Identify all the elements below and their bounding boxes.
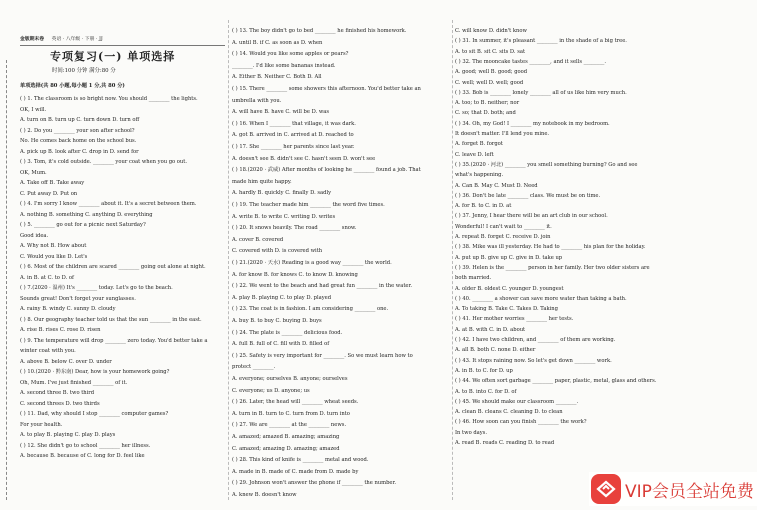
question-stem: ( ) 43. It stops raining now. So let's get down ________ work. bbox=[455, 357, 612, 364]
question-stem: ( ) 13. The boy didn't go to bed ________ he finished his homework. bbox=[232, 28, 407, 34]
question-line: C. Would you like D. Let's bbox=[20, 253, 88, 260]
question-line: Wonderful! I can't wait to ________ it. bbox=[455, 223, 552, 230]
question-line: A. turn in B. turn to C. turn from D. turn into bbox=[232, 410, 350, 417]
question-line: A. turn on B. turn up C. turn down D. turn off bbox=[20, 117, 140, 123]
column-1 bbox=[20, 0, 225, 510]
question-stem: ( ) 18.(2020 · 武威) After months of looking he ________ found a job. That bbox=[232, 167, 421, 174]
question-line: A. write B. to write C. writing D. writes bbox=[232, 213, 336, 220]
question-line: A. Why not B. How about bbox=[20, 243, 87, 249]
question-line: A. second three B. two third bbox=[20, 390, 95, 396]
header-rule bbox=[20, 45, 225, 46]
question-stem: ( ) 6. Most of the children are scared ________ going out alone at night. bbox=[20, 264, 206, 270]
question-line: Good idea. bbox=[20, 232, 49, 239]
question-stem: ( ) 38. Mike was ill yesterday. He had to ________ his plan for the holiday. bbox=[455, 244, 646, 251]
question-line: A. for B. to C. in D. at bbox=[455, 203, 512, 210]
question-line: OK, I will. bbox=[20, 106, 47, 113]
question-line: umbrella with you. bbox=[232, 97, 282, 104]
question-line: A. full B. full of C. fill with D. filled of bbox=[232, 341, 330, 348]
question-line: A. to play B. playing C. play D. plays bbox=[20, 432, 116, 438]
question-stem: ( ) 4. I'm sorry I know ________ about it. It's a secret between them. bbox=[20, 201, 197, 207]
page-header bbox=[20, 37, 103, 43]
question-line: Sounds great! Don't forget your sunglasses. bbox=[20, 295, 136, 302]
page-title: 专项复习(一) 单项选择 bbox=[50, 50, 176, 63]
time-score-line: 时间:100 分钟 满分:80 分 bbox=[52, 68, 116, 74]
binding-line bbox=[6, 60, 7, 500]
question-stem: ( ) 5. ________ go out for a picnic next Saturday? bbox=[20, 222, 146, 228]
question-stem: ( ) 28. This kind of knife is ________ metal and wood. bbox=[232, 457, 369, 464]
question-line: A. forget B. forgot bbox=[455, 141, 503, 148]
question-line: C. so; that D. both; and bbox=[455, 110, 516, 117]
question-line: For your health. bbox=[20, 421, 63, 428]
question-stem: ( ) 24. The plate is ________ delicious food. bbox=[232, 329, 343, 336]
question-stem: ( ) 21.(2020 · 天水) Reading is a good way ________ the world. bbox=[232, 260, 392, 266]
question-line: A. because B. because of C. long for D. feel like bbox=[20, 453, 145, 459]
question-line: A. Either B. Neither C. Both D. All bbox=[232, 74, 322, 81]
brand-label: 金版期末卷 bbox=[20, 36, 44, 42]
question-line: A. doesn't see B. didn't see C. hasn't seen D. won't see bbox=[232, 155, 376, 162]
question-stem: ( ) 33. Bob is ________ lonely ________ all of us like him very much. bbox=[455, 89, 627, 96]
question-line: A. nothing B. something C. anything D. everything bbox=[20, 211, 153, 218]
question-line: A. at B. with C. in D. about bbox=[455, 326, 526, 333]
question-line: A. all B. both C. none D. either bbox=[455, 347, 536, 354]
question-stem: ( ) 8. Our geography teacher told us that the sun ________ in the east. bbox=[20, 316, 202, 323]
section-title: 单项选择(共 80 小题,每小题 1 分,共 80 分) bbox=[20, 83, 125, 89]
question-line: A. repeat B. forget C. receive D. join bbox=[455, 234, 551, 240]
question-line: A. for know B. for knows C. to know D. knowing bbox=[232, 271, 358, 278]
question-stem: ( ) 16. When I ________ that village, it was dark. bbox=[232, 120, 356, 127]
question-stem: ( ) 23. The coat is in fashion. I am considering ________ one. bbox=[232, 306, 389, 313]
question-stem: ( ) 40. ________ a shower can save more water than taking a bath. bbox=[455, 295, 627, 302]
question-line: A. until B. if C. as soon as D. when bbox=[232, 39, 323, 46]
question-stem: ( ) 10.(2020 · 黔东南) Dear, how is your homework going? bbox=[20, 369, 170, 375]
question-stem: ( ) 37. Jenny, I hear there will be an art club in our school. bbox=[455, 213, 608, 220]
question-line: A. in B. at C. to D. of bbox=[20, 274, 74, 281]
question-stem: ( ) 25. Safety is very important for ________. So we must learn how to bbox=[232, 352, 413, 359]
question-line: A. pick up B. look after C. drop in D. send for bbox=[20, 148, 139, 155]
question-line: A. rise B. rises C. rose D. risen bbox=[20, 327, 101, 333]
question-line: A. will have B. have C. will be D. was bbox=[232, 109, 330, 116]
question-stem: ( ) 9. The temperature will drop ________ zero today. You'd better take a bbox=[20, 337, 208, 344]
vip-banner-text: VIP会员全站免费 bbox=[625, 482, 754, 502]
question-line: A. rainy B. windy C. sunny D. cloudy bbox=[20, 306, 116, 312]
question-line: C. second threes D. two thirds bbox=[20, 400, 100, 407]
question-line: C. well; well D. well; good bbox=[455, 79, 524, 86]
question-line: A. too; to B. neither; nor bbox=[455, 100, 520, 107]
question-line: C. leave D. left bbox=[455, 151, 494, 158]
question-line: made him quite happy. bbox=[232, 178, 292, 185]
question-line: A. amazed; amazed B. amazing; amazing bbox=[232, 434, 340, 440]
question-stem: ( ) 39. Helen is the ________ person in her family. Her two older sisters are bbox=[455, 264, 650, 271]
question-stem: ( ) 17. She ________ her parents since last year. bbox=[232, 144, 355, 150]
question-stem: ( ) 36. Don't be late ________ class. We must be on time. bbox=[455, 192, 601, 199]
question-line: A. play B. playing C. to play D. played bbox=[232, 294, 332, 301]
question-line: A. Can B. May C. Must D. Need bbox=[455, 182, 538, 189]
question-line: ________. I'd like some bananas instead. bbox=[232, 62, 336, 69]
question-line: C. amazed; amazing D. amazing; amazed bbox=[232, 445, 340, 452]
question-line: A. hardly B. quickly C. finally D. sadly bbox=[232, 190, 332, 197]
question-line: A. put up B. give up C. give in D. take up bbox=[455, 254, 563, 261]
question-line: No. He comes back home on the school bus. bbox=[20, 138, 137, 144]
question-line: A. To taking B. Take C. Takes D. Taking bbox=[455, 306, 558, 313]
question-stem: ( ) 7.(2020 · 温州) It's ________ today. Let's go to the beach. bbox=[20, 285, 173, 291]
vip-watermark[interactable] bbox=[589, 472, 757, 506]
question-stem: ( ) 14. Would you like some apples or pears? bbox=[232, 51, 349, 58]
question-stem: ( ) 11. Dad, why should I stop ________ computer games? bbox=[20, 411, 169, 417]
question-stem: ( ) 34. Oh, my God! I ________ my notebook in my bedroom. bbox=[455, 120, 610, 127]
question-stem: ( ) 26. Later, the head will ________ wheat seeds. bbox=[232, 399, 359, 406]
question-line: A. to B. into C. for D. of bbox=[455, 388, 517, 395]
question-stem: ( ) 3. Tom, it's cold outside. ________ your coat when you go out. bbox=[20, 159, 187, 165]
question-line: A. to sit B. sit C. sits D. sat bbox=[455, 48, 526, 55]
question-line: A. in B. to C. for D. up bbox=[455, 367, 513, 374]
question-stem: ( ) 12. She didn't go to school ________ her illness. bbox=[20, 442, 151, 449]
question-line: A. read B. reads C. reading D. to read bbox=[455, 440, 555, 446]
question-line: C. will know D. didn't know bbox=[455, 28, 527, 34]
question-stem: ( ) 15. There ________ some showers this afternoon. You'd better take an bbox=[232, 86, 421, 92]
question-line: A. buy B. to buy C. buying D. buys bbox=[232, 318, 322, 324]
question-line: both married. bbox=[455, 275, 492, 282]
question-stem: ( ) 31. In summer, it's pleasant ________ in the shade of a big tree. bbox=[455, 38, 627, 45]
question-stem: ( ) 44. We often sort garbage ________ paper, plastic, metal, glass and others. bbox=[455, 378, 657, 385]
question-stem: ( ) 19. The teacher made him ________ the word five times. bbox=[232, 202, 385, 208]
question-line: A. older B. oldest C. younger D. youngest bbox=[455, 285, 564, 292]
question-line: A. clean B. cleans C. cleaning D. to clean bbox=[455, 409, 563, 416]
question-line: In two days. bbox=[455, 429, 487, 436]
question-stem: ( ) 41. Her mother worries ________ her tests. bbox=[455, 316, 574, 323]
question-stem: ( ) 29. Johnson won't answer the phone if ________ the number. bbox=[232, 480, 397, 487]
question-stem: ( ) 32. The mooncake tastes ________, and it sells ________. bbox=[455, 58, 607, 65]
vip-logo-icon bbox=[591, 474, 621, 504]
question-stem: ( ) 1. The classroom is so bright now. You should ________ the lights. bbox=[20, 96, 198, 102]
question-line: C. everyone; us D. anyone; us bbox=[232, 387, 310, 394]
question-line: winter coat with you. bbox=[20, 348, 76, 354]
column-divider bbox=[452, 20, 453, 500]
question-line: C. Put away D. Put on bbox=[20, 190, 78, 197]
question-line: A. good; well B. good; good bbox=[455, 69, 528, 76]
question-line: A. got B. arrived in C. arrived at D. reached to bbox=[232, 132, 354, 139]
column-2 bbox=[232, 0, 450, 510]
question-stem: ( ) 27. We are ________ at the ________ news. bbox=[232, 422, 347, 429]
question-stem: ( ) 22. We went to the beach and had great fun ________ in the water. bbox=[232, 283, 413, 290]
question-stem: ( ) 45. We should make our classroom ________. bbox=[455, 398, 579, 405]
question-stem: ( ) 2. Do you ________ your son after school? bbox=[20, 127, 135, 134]
question-line: protect ________. bbox=[232, 364, 276, 371]
question-stem: ( ) 46. How soon can you finish ________ the work? bbox=[455, 419, 587, 426]
question-line: C. covered with D. is covered with bbox=[232, 248, 323, 255]
question-stem: ( ) 35.(2020 · 河北) ________ you smell something burning? Go and see bbox=[455, 161, 638, 168]
question-line: A. above B. below C. over D. under bbox=[20, 358, 112, 365]
question-line: Oh, Mum. I've just finished ________ of it. bbox=[20, 379, 128, 386]
question-line: A. made in B. made of C. made from D. made by bbox=[232, 468, 359, 475]
question-line: A. knew B. doesn't know bbox=[232, 492, 297, 498]
question-line: OK, Mum. bbox=[20, 169, 47, 176]
question-stem: ( ) 42. I have two children, and ________ of them are working. bbox=[455, 337, 616, 343]
question-stem: ( ) 20. It snows heavily. The road ________ snow. bbox=[232, 225, 357, 232]
column-divider bbox=[228, 20, 229, 500]
question-line: what's happening. bbox=[455, 172, 504, 179]
question-line: A. everyone; ourselves B. anyone; ourselves bbox=[232, 376, 348, 382]
question-line: It doesn't matter. I'll lend you mine. bbox=[455, 131, 550, 137]
book-info: 英语 · 八年级 · 下册 · JJ bbox=[51, 37, 103, 42]
column-3 bbox=[455, 0, 755, 510]
question-line: A. Take off B. Take away bbox=[20, 180, 85, 186]
question-line: A. cover B. covered bbox=[232, 236, 284, 243]
